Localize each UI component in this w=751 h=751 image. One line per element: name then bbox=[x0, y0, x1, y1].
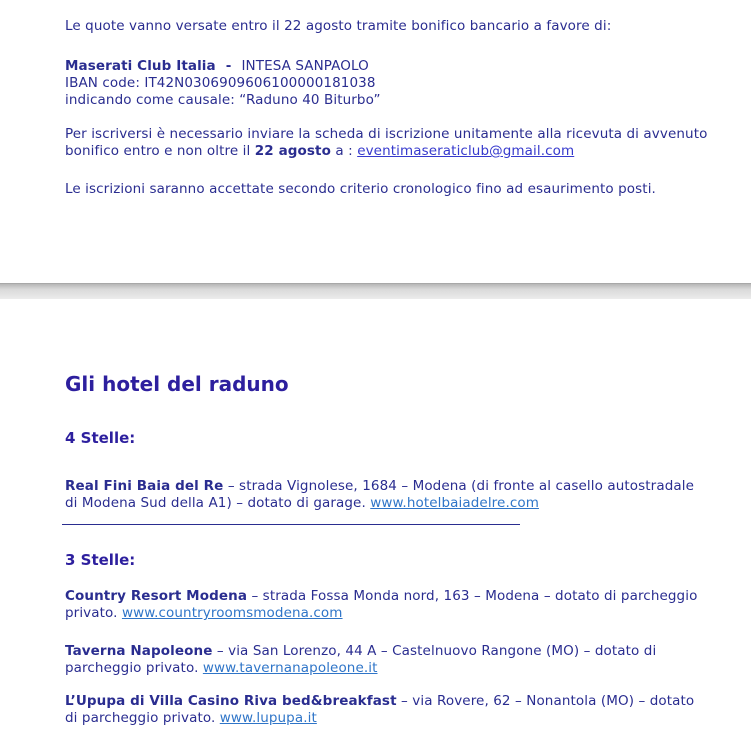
hotel-website-link[interactable]: www.tavernanapoleone.it bbox=[202, 660, 378, 676]
hotel-website-link[interactable]: www.hotelbaiadelre.com bbox=[370, 495, 539, 511]
causale-line: indicando come causale: “Raduno 40 Biturbo” bbox=[65, 92, 381, 108]
bank-details-block bbox=[65, 58, 710, 109]
registration-text-before: Per iscriversi è necessario inviare la scheda di iscrizione unitamente alla ricevuta di avvenuto bonifico entro e non oltre il bbox=[65, 126, 708, 159]
hotel-website-link[interactable]: www.lupupa.it bbox=[219, 710, 317, 726]
page-break-separator bbox=[0, 283, 751, 299]
deadline-date: 22 agosto bbox=[254, 143, 331, 159]
hotel-name: Real Fini Baia del Re bbox=[65, 478, 224, 494]
registration-email-link[interactable]: eventimaseraticlub@gmail.com bbox=[357, 143, 575, 159]
hotel-name: Country Resort Modena bbox=[65, 588, 248, 604]
intro-paragraph: Le quote vanno versate entro il 22 agosto tramite bonifico bancario a favore di: bbox=[65, 18, 612, 34]
page-title: Gli hotel del raduno bbox=[65, 372, 289, 396]
hotel-entry bbox=[65, 693, 710, 727]
hotel-name: Taverna Napoleone bbox=[65, 643, 213, 659]
hotel-entry bbox=[65, 588, 710, 622]
note-paragraph: Le iscrizioni saranno accettate secondo criterio cronologico fino ad esaurimento posti. bbox=[65, 181, 656, 197]
registration-paragraph bbox=[65, 126, 710, 160]
hotel-entry bbox=[65, 643, 710, 677]
bank-name-line bbox=[65, 58, 710, 75]
hotel-website-link[interactable]: www.countryroomsmodena.com bbox=[121, 605, 343, 621]
hotel-details: – strada Fossa Monda nord, 163 – Modena – dotato di parcheggio privato. bbox=[65, 588, 698, 621]
hotel-entry bbox=[65, 478, 710, 512]
hotel-name: L’Upupa di Villa Casino Riva bed&breakfast bbox=[65, 693, 397, 709]
divider-line bbox=[62, 524, 520, 525]
registration-text-after: a : bbox=[330, 143, 358, 159]
section-heading-4-stars: 4 Stelle: bbox=[65, 429, 136, 447]
hotel-details: – via Rovere, 62 – Nonantola (MO) – dotato di parcheggio privato. bbox=[65, 693, 695, 726]
hotel-details: – strada Vignolese, 1684 – Modena (di fronte al casello autostradale di Modena Sud della A1) – dotato di garage. bbox=[65, 478, 695, 511]
club-name: Maserati Club Italia bbox=[65, 58, 216, 74]
dash-separator: - bbox=[225, 58, 232, 74]
bank-name: INTESA SANPAOLO bbox=[241, 58, 369, 74]
section-heading-3-stars: 3 Stelle: bbox=[65, 551, 136, 569]
iban-line: IBAN code: IT42N0306909606100000181038 bbox=[65, 75, 376, 91]
hotel-details: – via San Lorenzo, 44 A – Castelnuovo Rangone (MO) – dotato di parcheggio privato. bbox=[65, 643, 657, 676]
